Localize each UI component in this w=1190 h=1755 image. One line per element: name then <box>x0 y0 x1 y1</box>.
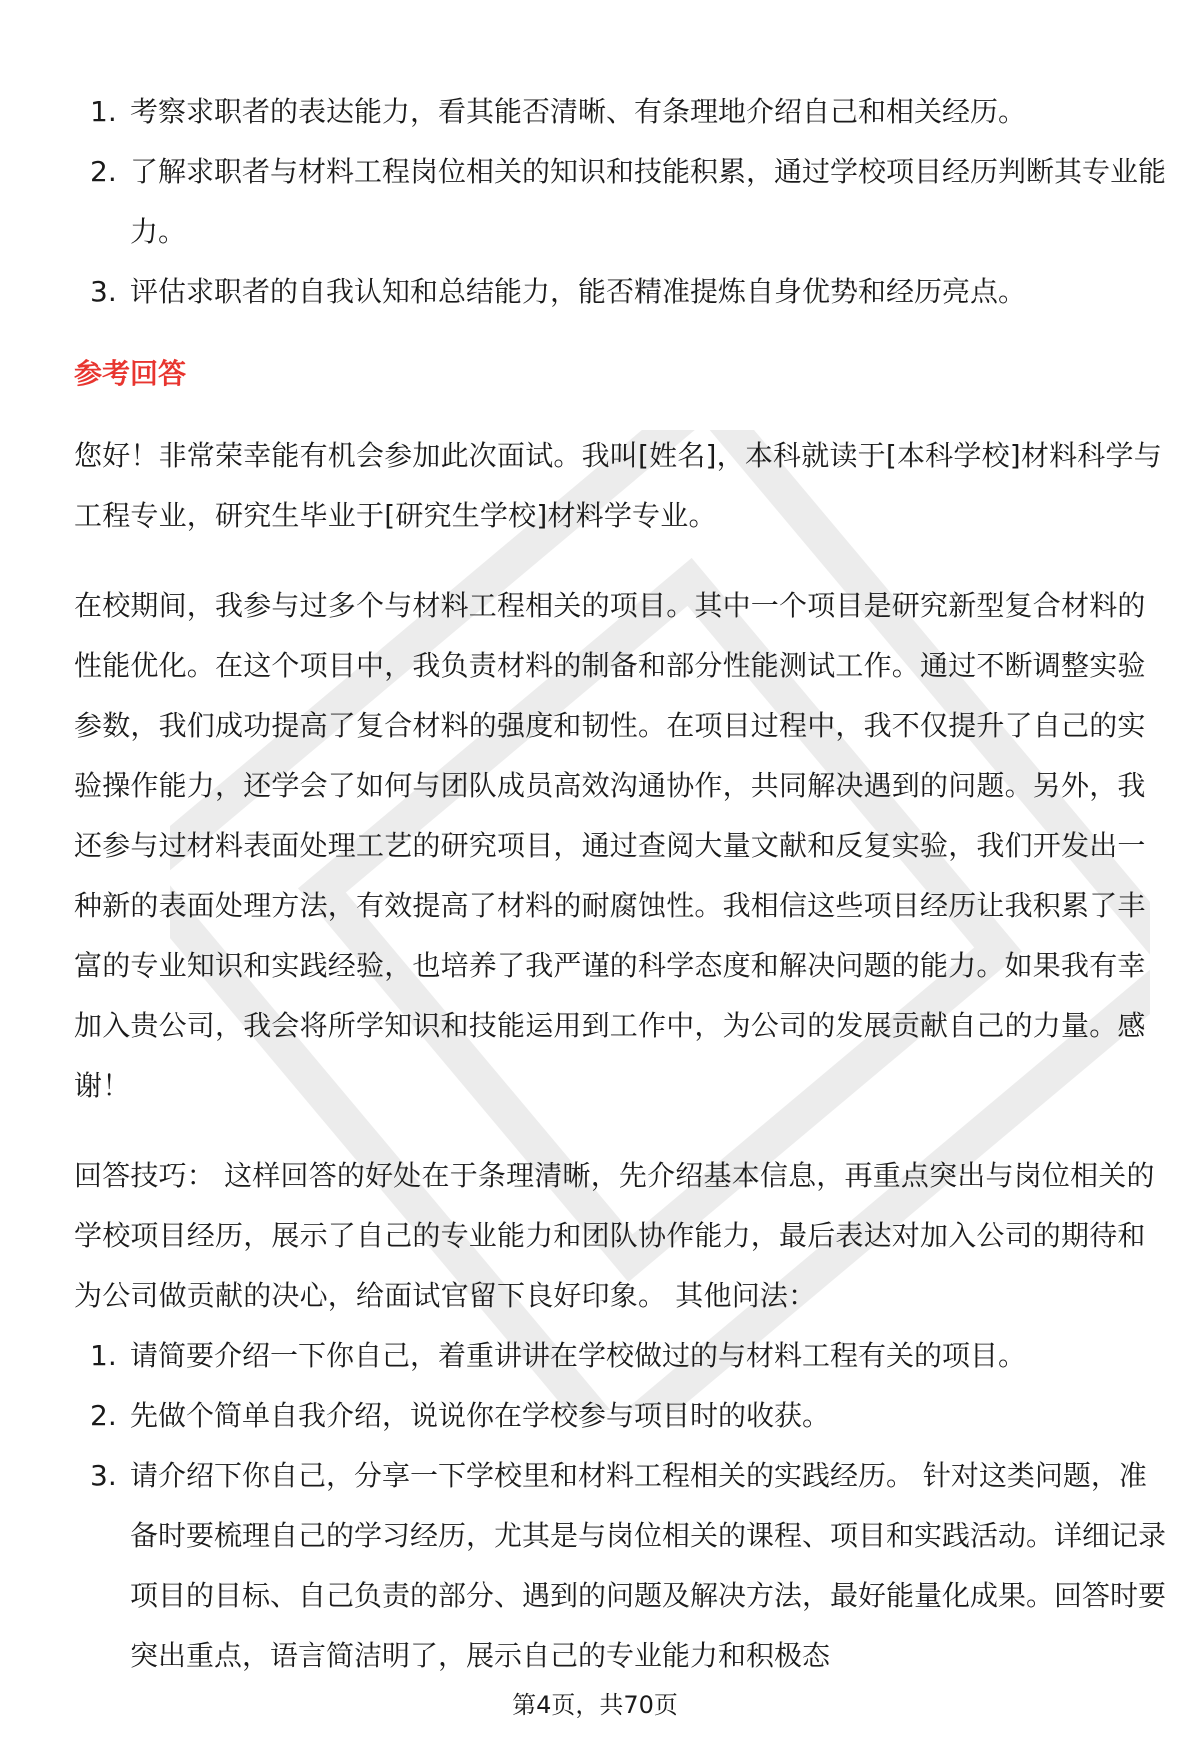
list-item-number: 2. <box>90 1399 117 1432</box>
list-item-number: 2. <box>90 155 117 188</box>
list-item-text: 了解求职者与材料工程岗位相关的知识和技能积累，通过学校项目经历判断其专业能力。 <box>130 155 1167 248</box>
list-item <box>74 82 1169 142</box>
page-footer: 第4页，共70页 <box>512 1691 678 1719</box>
evaluation-points-list <box>74 82 1169 322</box>
list-item <box>74 142 1169 262</box>
list-item-number: 3. <box>90 1459 117 1492</box>
list-item-text: 评估求职者的自我认知和总结能力，能否精准提炼自身优势和经历亮点。 <box>130 275 1027 308</box>
answer-paragraph-projects: 在校期间，我参与过多个与材料工程相关的项目。其中一个项目是研究新型复合材料的性能优化。在这个项目中，我负责材料的制备和部分性能测试工作。通过不断调整实验参数，我们成功提高了复合材料的强度和韧性。在项目过程中，我不仅提升了自己的实验操作能力，还学会了如何与团队成员高效沟通协作，共同解决遇到的问题。另外，我还参与过材料表面处理工艺的研究项目，通过查阅大量文献和反复实验，我们开发出一种新的表面处理方法，有效提高了材料的耐腐蚀性。我相信这些项目经历让我积累了丰富的专业知识和实践经验，也培养了我严谨的科学态度和解决问题的能力。如果我有幸加入贵公司，我会将所学知识和技能运用到工作中，为公司的发展贡献自己的力量。感谢！ <box>74 589 1146 1102</box>
list-item-number: 1. <box>90 95 117 128</box>
list-item-text: 先做个简单自我介绍，说说你在学校参与项目时的收获。 <box>130 1399 831 1432</box>
list-item-number: 1. <box>90 1339 117 1372</box>
list-item <box>74 1326 1169 1386</box>
list-item-text: 请简要介绍一下你自己，着重讲讲在学校做过的与材料工程有关的项目。 <box>130 1339 1027 1372</box>
list-item-number: 3. <box>90 275 117 308</box>
list-item <box>74 262 1169 322</box>
list-item <box>74 1386 1169 1446</box>
document-content <box>74 82 1169 1686</box>
answer-paragraph-intro: 您好！非常荣幸能有机会参加此次面试。我叫[姓名]，本科就读于[本科学校]材料科学与工程专业，研究生毕业于[研究生学校]材料学专业。 <box>74 439 1162 532</box>
list-item-text: 请介绍下你自己，分享一下学校里和材料工程相关的实践经历。 针对这类问题，准备时要梳理自己的学习经历，尤其是与岗位相关的课程、项目和实践活动。详细记录项目的目标、自己负责的部分、遇到的问题及解决方法，最好能量化成果。回答时要突出重点，语言简洁明了，展示自己的专业能力和积极态 <box>130 1459 1167 1672</box>
list-item-text: 考察求职者的表达能力，看其能否清晰、有条理地介绍自己和相关经历。 <box>130 95 1027 128</box>
answer-tips-paragraph: 回答技巧： 这样回答的好处在于条理清晰，先介绍基本信息，再重点突出与岗位相关的学校项目经历，展示了自己的专业能力和团队协作能力，最后表达对加入公司的期待和为公司做贡献的决心，给面试官留下良好印象。 其他问法： <box>74 1159 1155 1312</box>
section-heading: 参考回答 <box>74 357 187 390</box>
alternative-questions-list <box>74 1326 1169 1686</box>
list-item <box>74 1446 1169 1686</box>
